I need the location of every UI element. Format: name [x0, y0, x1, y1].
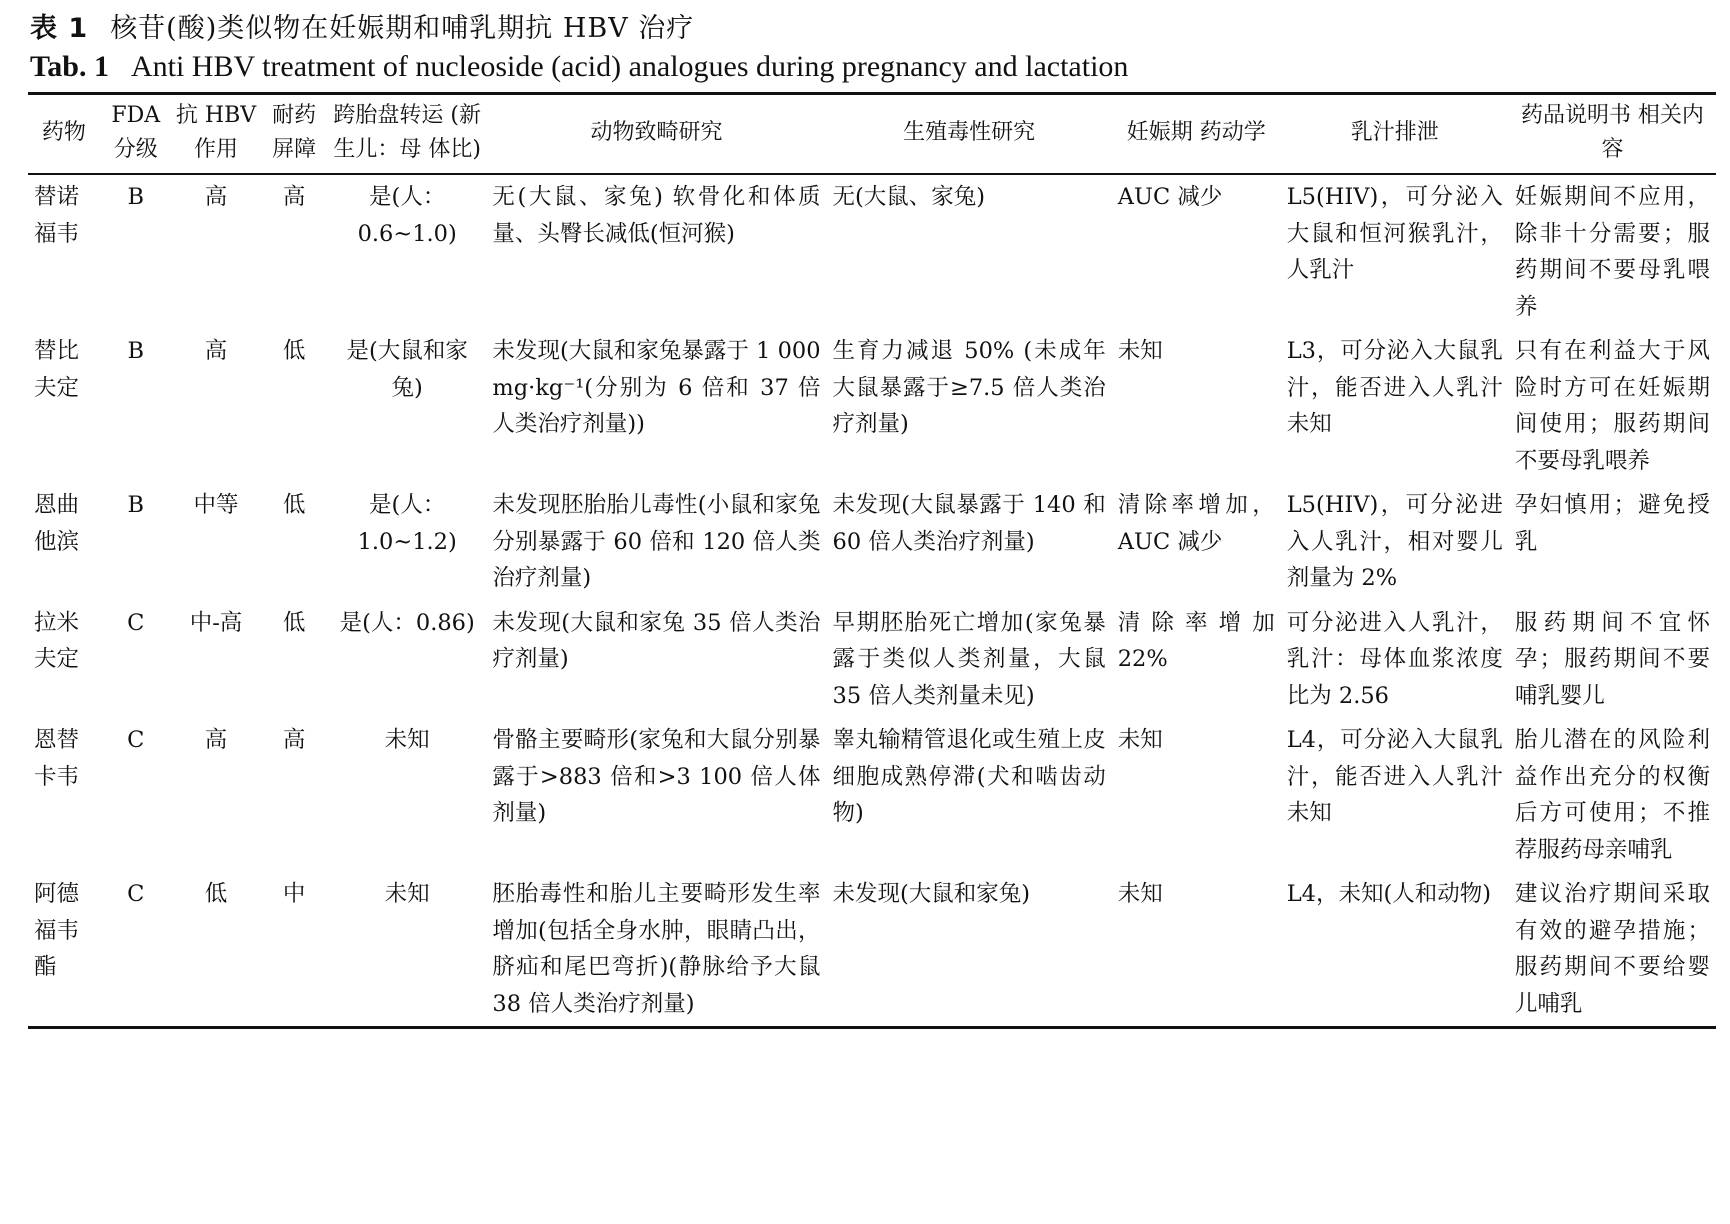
cell-repro: 生育力减退 50% (未成年大鼠暴露于≥7.5 倍人类治疗剂量): [832, 338, 1106, 437]
table-row: [28, 872, 1716, 1028]
cell-milk: L4，可分泌入大鼠乳汁，能否进入人乳汁未知: [1286, 727, 1503, 826]
table-row: [28, 718, 1716, 872]
cell-fda: B: [127, 338, 145, 364]
table-container: [28, 92, 1716, 1029]
cell-teratogen: 未发现(大鼠和家兔暴露于 1 000 mg·kg⁻¹(分别为 6 倍和 37 倍人类治疗剂量)): [492, 338, 821, 437]
cell-pk: 未知: [1117, 727, 1163, 753]
header-repro: 生殖毒性研究: [827, 94, 1112, 175]
cell-effect: 高: [204, 727, 228, 753]
header-fda: FDA 分级: [100, 94, 172, 175]
cell-fda: B: [127, 492, 145, 518]
header-pk: 妊娠期 药动学: [1112, 94, 1281, 175]
cell-label: 孕妇慎用；避免授乳: [1514, 492, 1710, 555]
cell-placenta: 是(人：1.0~1.2): [357, 492, 457, 555]
cell-label: 妊娠期间不应用，除非十分需要；服药期间不要母乳喂养: [1514, 184, 1710, 320]
caption-en-title: Anti HBV treatment of nucleoside (acid) analogues during pregnancy and lactation: [130, 50, 1129, 83]
header-barrier: 耐药 屏障: [260, 94, 328, 175]
cell-repro: 未发现(大鼠暴露于 140 和 60 倍人类治疗剂量): [832, 492, 1106, 555]
table-row: [28, 601, 1716, 719]
cell-pk: 清除率增加 22%: [1117, 609, 1275, 672]
cell-placenta: 是(人：0.86): [339, 609, 475, 636]
header-effect: 抗 HBV 作用: [172, 94, 261, 175]
cell-label: 服药期间不宜怀孕；服药期间不要哺乳婴儿: [1514, 609, 1710, 709]
cell-teratogen: 胚胎毒性和胎儿主要畸形发生率增加(包括全身水肿，眼睛凸出，脐疝和尾巴弯折)(静脉给予大鼠 38 倍人类治疗剂量): [492, 881, 821, 1017]
cell-milk: 可分泌进入人乳汁，乳汁：母体血浆浓度比为 2.56: [1286, 609, 1503, 709]
cell-barrier: 中: [282, 881, 306, 907]
caption-cn-title: 核苷(酸)类似物在妊娠期和哺乳期抗 HBV 治疗: [110, 13, 695, 44]
cell-milk: L5(HIV)，可分泌进入人乳汁，相对婴儿剂量为 2%: [1286, 492, 1503, 591]
table-row: [28, 483, 1716, 601]
cell-repro: 睾丸输精管退化或生殖上皮细胞成熟停滞(犬和啮齿动物): [832, 727, 1106, 826]
caption-en-label: Tab. 1: [30, 50, 109, 83]
cell-drug: 替诺福韦: [34, 184, 80, 247]
data-table: [28, 92, 1716, 1029]
cell-effect: 中-高: [189, 609, 243, 636]
table-caption-en: [30, 50, 1128, 84]
table-row: [28, 174, 1716, 329]
cell-milk: L5(HIV)，可分泌入大鼠和恒河猴乳汁，人乳汁: [1286, 184, 1503, 283]
cell-placenta: 未知: [384, 881, 430, 907]
cell-drug: 拉米夫定: [34, 609, 80, 672]
caption-cn-label: 表 1: [30, 13, 89, 44]
cell-label: 建议治疗期间采取有效的避孕措施；服药期间不要给婴儿哺乳: [1514, 881, 1710, 1017]
cell-barrier: 低: [282, 338, 306, 364]
cell-teratogen: 骨骼主要畸形(家兔和大鼠分别暴露于>883 倍和>3 100 倍人体剂量): [492, 727, 821, 826]
header-row: [28, 94, 1716, 175]
cell-barrier: 低: [282, 492, 306, 518]
header-placenta: 跨胎盘转运 (新生儿：母 体比): [328, 94, 486, 175]
header-teratogen: 动物致畸研究: [486, 94, 826, 175]
cell-milk: L3，可分泌入大鼠乳汁，能否进入人乳汁未知: [1286, 338, 1503, 437]
cell-drug: 恩替卡韦: [34, 727, 80, 790]
cell-drug: 替比夫定: [34, 338, 80, 401]
cell-effect: 中等: [193, 492, 239, 518]
cell-repro: 早期胚胎死亡增加(家兔暴露于类似人类剂量，大鼠 35 倍人类剂量未见): [832, 609, 1106, 709]
cell-barrier: 低: [282, 609, 306, 636]
cell-fda: C: [127, 609, 145, 636]
cell-label: 胎儿潜在的风险利益作出充分的权衡后方可使用；不推荐服药母亲哺乳: [1514, 727, 1710, 863]
cell-drug: 恩曲他滨: [34, 492, 80, 555]
cell-placenta: 未知: [384, 727, 430, 753]
cell-barrier: 高: [282, 727, 306, 753]
table-row: [28, 329, 1716, 483]
cell-pk: AUC 减少: [1117, 184, 1223, 210]
cell-effect: 高: [204, 184, 228, 210]
cell-pk: 清除率增加，AUC 减少: [1117, 492, 1275, 555]
cell-pk: 未知: [1117, 881, 1163, 907]
cell-effect: 低: [204, 881, 228, 907]
cell-fda: C: [127, 881, 145, 907]
cell-label: 只有在利益大于风险时方可在妊娠期间使用；服药期间不要母乳喂养: [1514, 338, 1710, 474]
cell-pk: 未知: [1117, 338, 1163, 364]
cell-repro: 无(大鼠、家兔): [832, 184, 986, 210]
cell-drug: 阿德福韦酯: [34, 881, 80, 980]
header-milk: 乳汁排泄: [1281, 94, 1509, 175]
cell-teratogen: 未发现(大鼠和家兔 35 倍人类治疗剂量): [492, 609, 821, 672]
cell-fda: C: [127, 727, 145, 753]
header-drug: 药物: [28, 94, 100, 175]
cell-milk: L4，未知(人和动物): [1286, 881, 1492, 907]
cell-fda: B: [127, 184, 145, 210]
cell-teratogen: 未发现胚胎胎儿毒性(小鼠和家兔分别暴露于 60 倍和 120 倍人类治疗剂量): [492, 492, 821, 591]
cell-placenta: 是(人：0.6~1.0): [357, 184, 457, 247]
cell-effect: 高: [204, 338, 228, 364]
cell-repro: 未发现(大鼠和家兔): [832, 881, 1031, 907]
cell-barrier: 高: [282, 184, 306, 210]
header-label: 药品说明书 相关内容: [1509, 94, 1716, 175]
cell-teratogen: 无(大鼠、家兔) 软骨化和体质量、头臀长减低(恒河猴): [492, 184, 821, 247]
cell-placenta: 是(大鼠和家兔): [346, 338, 468, 401]
table-caption-cn: [30, 6, 694, 45]
